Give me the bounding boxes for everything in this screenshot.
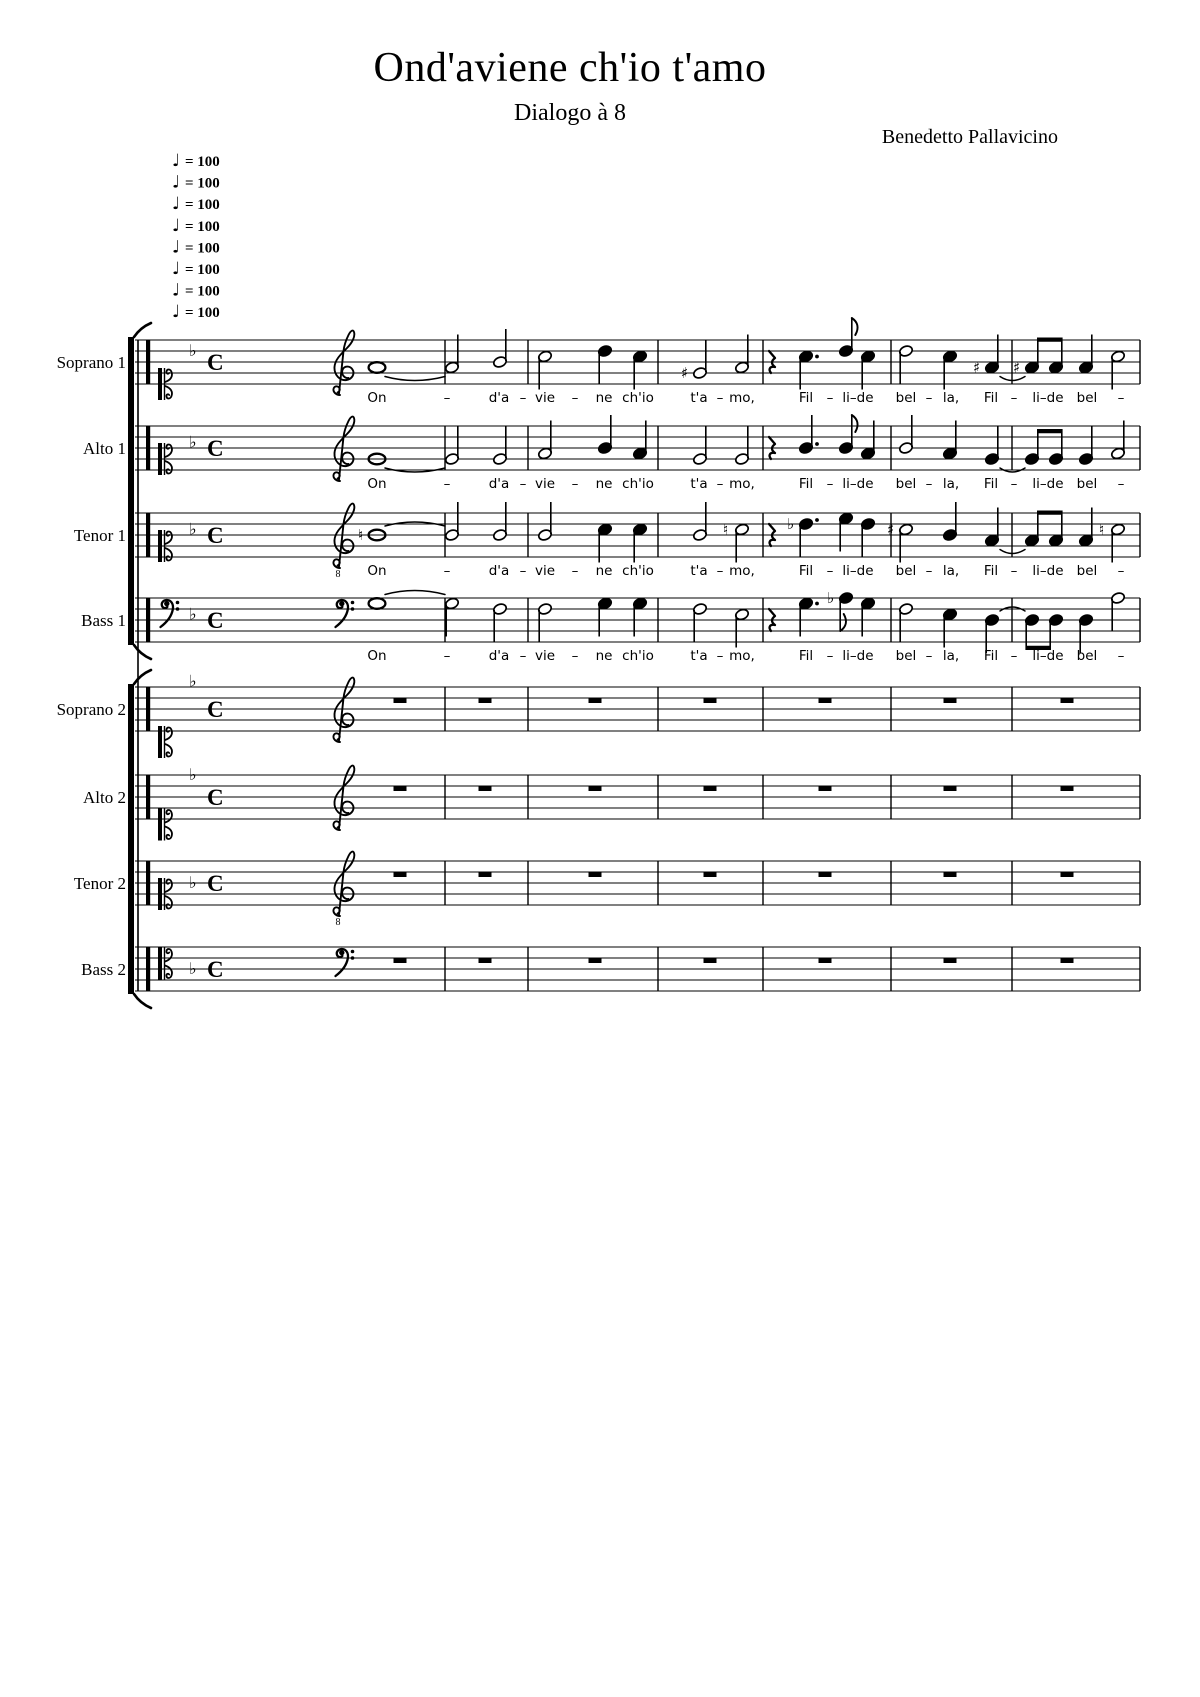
svg-text:♩: ♩ xyxy=(172,237,181,258)
svg-text:–: – xyxy=(571,563,579,579)
svg-text:d'a: d'a xyxy=(488,476,510,492)
svg-text:ne: ne xyxy=(595,390,613,406)
svg-text:–: – xyxy=(571,390,579,406)
svg-text:Fil: Fil xyxy=(798,648,814,664)
svg-text:–: – xyxy=(925,476,933,492)
svg-text:–: – xyxy=(716,476,724,492)
svg-text:ne: ne xyxy=(595,476,613,492)
svg-text:♭: ♭ xyxy=(189,341,197,360)
svg-text:C: C xyxy=(207,957,224,982)
svg-text:–: – xyxy=(443,390,451,406)
svg-text:la,: la, xyxy=(942,563,960,579)
svg-text:= 100: = 100 xyxy=(185,218,220,235)
svg-text:Fil: Fil xyxy=(798,476,814,492)
svg-text:C: C xyxy=(207,697,224,722)
svg-text:♩: ♩ xyxy=(172,215,181,236)
svg-text:–: – xyxy=(925,390,933,406)
svg-text:ne: ne xyxy=(595,648,613,664)
svg-text:♭: ♭ xyxy=(827,589,835,607)
svg-text:li–de: li–de xyxy=(842,390,874,406)
svg-text:= 100: = 100 xyxy=(185,262,220,278)
svg-text:Bass 1: Bass 1 xyxy=(81,611,126,630)
svg-text:ch'io: ch'io xyxy=(622,390,654,406)
svg-text:–: – xyxy=(1117,476,1125,492)
svg-text:–: – xyxy=(571,648,579,664)
svg-text:d'a: d'a xyxy=(488,563,510,579)
svg-text:li–de: li–de xyxy=(1032,476,1064,492)
svg-text:bel: bel xyxy=(1076,563,1098,579)
piece-subtitle: Dialogo à 8 xyxy=(514,100,626,126)
svg-text:8: 8 xyxy=(335,569,341,580)
svg-text:–: – xyxy=(826,563,834,579)
svg-text:–: – xyxy=(716,390,724,406)
svg-text:ch'io: ch'io xyxy=(622,648,654,664)
svg-text:= 100: = 100 xyxy=(185,154,220,170)
svg-text:–: – xyxy=(1117,390,1125,406)
svg-text:bel: bel xyxy=(1076,648,1098,664)
svg-text:–: – xyxy=(826,476,834,492)
svg-text:li–de: li–de xyxy=(842,563,874,579)
svg-text:On: On xyxy=(367,390,387,406)
svg-text:la,: la, xyxy=(942,648,960,664)
svg-text:t'a: t'a xyxy=(690,648,708,664)
staff-soprano-1 xyxy=(57,318,1140,400)
svg-text:la,: la, xyxy=(942,476,960,492)
staff-alto-2 xyxy=(83,765,1140,841)
svg-text:C: C xyxy=(207,350,224,375)
svg-text:Fil: Fil xyxy=(983,390,999,406)
svg-text:Tenor 1: Tenor 1 xyxy=(73,526,126,545)
lyrics-soprano-1 xyxy=(367,390,1124,406)
svg-text:C: C xyxy=(207,523,224,548)
svg-text:C: C xyxy=(207,436,224,461)
svg-text:vie: vie xyxy=(534,476,556,492)
svg-text:li–de: li–de xyxy=(1032,563,1064,579)
svg-text:Fil: Fil xyxy=(983,476,999,492)
svg-text:♯: ♯ xyxy=(973,358,981,377)
svg-text:♯: ♯ xyxy=(887,520,895,539)
svg-text:= 100: = 100 xyxy=(185,197,220,214)
svg-text:mo,: mo, xyxy=(729,648,755,664)
svg-text:vie: vie xyxy=(534,648,556,664)
svg-text:li–de: li–de xyxy=(1032,390,1064,406)
svg-text:–: – xyxy=(571,476,579,492)
svg-text:vie: vie xyxy=(534,390,556,406)
staff-alto-1 xyxy=(83,415,1140,481)
lyrics-bass-1 xyxy=(367,648,1124,664)
svg-text:–: – xyxy=(443,563,451,579)
staff-bass-2 xyxy=(81,947,1140,991)
svg-text:ch'io: ch'io xyxy=(622,476,654,492)
svg-text:la,: la, xyxy=(942,390,960,406)
svg-text:mo,: mo, xyxy=(729,476,755,492)
staff-tenor-2 xyxy=(74,852,1140,928)
svg-text:Fil: Fil xyxy=(798,563,814,579)
svg-text:♭: ♭ xyxy=(189,873,197,892)
svg-text:bel: bel xyxy=(895,476,917,492)
svg-text:Tenor 2: Tenor 2 xyxy=(73,874,126,893)
svg-text:♭: ♭ xyxy=(189,432,197,452)
svg-text:♭: ♭ xyxy=(189,959,197,978)
svg-text:♩: ♩ xyxy=(172,280,181,301)
svg-text:vie: vie xyxy=(534,563,556,579)
svg-text:ne: ne xyxy=(595,563,613,579)
svg-text:t'a: t'a xyxy=(690,390,708,406)
lyrics-tenor-1 xyxy=(367,563,1124,579)
svg-text:On: On xyxy=(367,563,387,579)
svg-text:= 100: = 100 xyxy=(185,240,220,257)
svg-text:–: – xyxy=(1010,476,1018,492)
svg-text:–: – xyxy=(1117,563,1125,579)
svg-text:Alto 1: Alto 1 xyxy=(83,439,126,458)
svg-text:–: – xyxy=(443,648,451,664)
svg-text:Fil: Fil xyxy=(798,390,814,406)
svg-text:On: On xyxy=(367,648,387,664)
svg-text:8: 8 xyxy=(335,917,341,928)
svg-text:–: – xyxy=(443,476,451,492)
staff-bass-1 xyxy=(81,589,1140,653)
svg-text:mo,: mo, xyxy=(729,563,755,579)
svg-text:♩: ♩ xyxy=(172,172,181,193)
svg-text:–: – xyxy=(519,648,527,664)
piece-title: Ond'aviene ch'io t'amo xyxy=(373,45,767,91)
svg-text:li–de: li–de xyxy=(1032,648,1064,664)
svg-text:♭: ♭ xyxy=(189,671,197,691)
svg-text:–: – xyxy=(519,476,527,492)
svg-text:C: C xyxy=(207,871,224,896)
svg-text:Soprano 1: Soprano 1 xyxy=(56,353,126,372)
svg-text:Bass 2: Bass 2 xyxy=(81,960,126,979)
svg-text:♯: ♯ xyxy=(1013,358,1021,377)
svg-text:–: – xyxy=(1010,390,1018,406)
svg-text:–: – xyxy=(716,563,724,579)
svg-text:–: – xyxy=(1010,648,1018,664)
svg-text:♭: ♭ xyxy=(189,604,197,624)
svg-text:t'a: t'a xyxy=(690,563,708,579)
svg-text:Alto 2: Alto 2 xyxy=(83,788,126,807)
svg-text:♮: ♮ xyxy=(358,526,364,544)
svg-text:mo,: mo, xyxy=(729,390,755,406)
svg-text:–: – xyxy=(826,390,834,406)
svg-text:C: C xyxy=(207,785,224,810)
svg-text:♩: ♩ xyxy=(172,151,181,171)
svg-text:♭: ♭ xyxy=(189,519,197,539)
svg-text:–: – xyxy=(826,648,834,664)
svg-text:bel: bel xyxy=(1076,390,1098,406)
svg-text:li–de: li–de xyxy=(842,648,874,664)
svg-text:♮: ♮ xyxy=(1099,520,1105,539)
svg-text:bel: bel xyxy=(895,563,917,579)
svg-text:d'a: d'a xyxy=(488,648,510,664)
svg-text:= 100: = 100 xyxy=(185,283,220,300)
svg-text:bel: bel xyxy=(895,390,917,406)
svg-text:–: – xyxy=(519,390,527,406)
svg-text:♭: ♭ xyxy=(189,765,197,784)
svg-text:–: – xyxy=(925,563,933,579)
composer-name: Benedetto Pallavicino xyxy=(881,126,1058,148)
svg-text:bel: bel xyxy=(895,648,917,664)
svg-text:t'a: t'a xyxy=(690,476,708,492)
svg-text:= 100: = 100 xyxy=(185,305,220,322)
svg-text:♮: ♮ xyxy=(723,520,729,539)
svg-text:= 100: = 100 xyxy=(185,175,220,192)
svg-text:♯: ♯ xyxy=(681,364,689,382)
staff-soprano-2 xyxy=(57,672,1140,759)
svg-text:–: – xyxy=(519,563,527,579)
svg-text:li–de: li–de xyxy=(842,476,874,492)
svg-text:Fil: Fil xyxy=(983,648,999,664)
svg-text:–: – xyxy=(1010,563,1018,579)
svg-text:ch'io: ch'io xyxy=(622,563,654,579)
svg-text:♩: ♩ xyxy=(172,302,181,323)
svg-text:d'a: d'a xyxy=(488,390,510,406)
svg-text:♭: ♭ xyxy=(787,515,795,533)
svg-text:–: – xyxy=(716,648,724,664)
tempo-marks xyxy=(172,151,220,322)
svg-text:♩: ♩ xyxy=(172,194,181,215)
svg-text:C: C xyxy=(207,608,224,633)
svg-text:bel: bel xyxy=(1076,476,1098,492)
svg-text:On: On xyxy=(367,476,387,492)
svg-text:–: – xyxy=(925,648,933,664)
svg-text:Soprano 2: Soprano 2 xyxy=(56,700,126,719)
svg-text:Fil: Fil xyxy=(983,563,999,579)
lyrics-alto-1 xyxy=(367,476,1124,492)
svg-text:–: – xyxy=(1117,648,1125,664)
svg-text:♩: ♩ xyxy=(172,259,181,279)
